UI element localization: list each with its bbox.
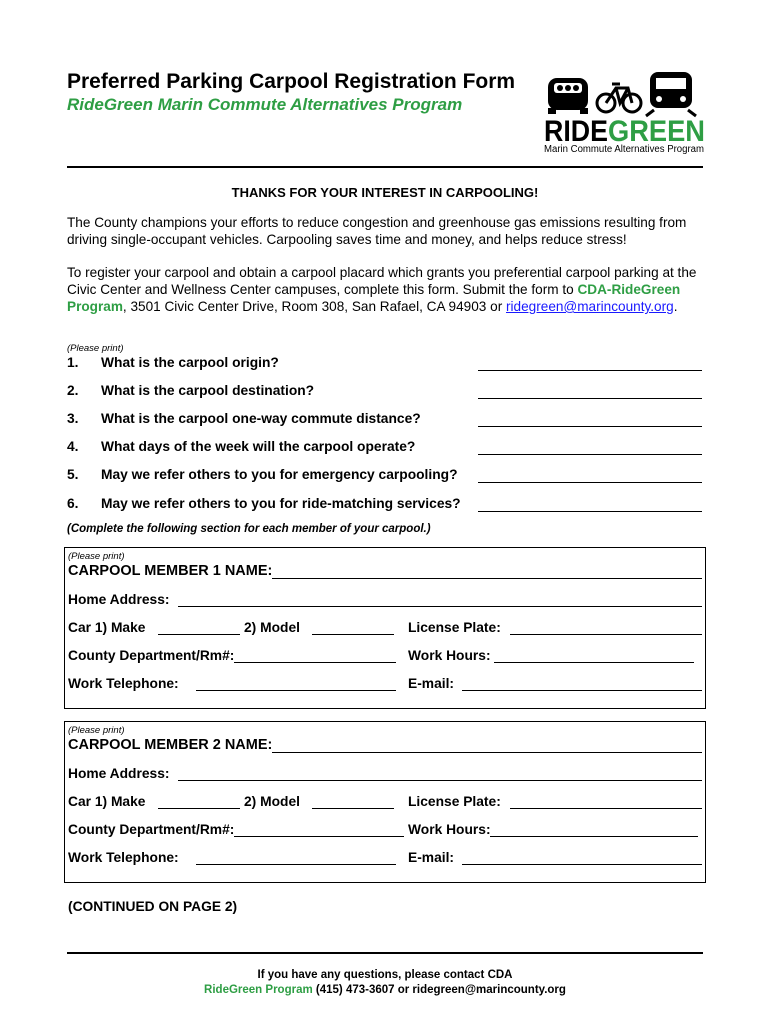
svg-text:RIDE: RIDE [544, 115, 608, 148]
work-hours-label: Work Hours: [408, 822, 491, 837]
work-hours-label: Work Hours: [408, 648, 491, 663]
email-label: E-mail: [408, 850, 454, 865]
question-number: 6. [67, 496, 79, 511]
work-telephone-label: Work Telephone: [68, 676, 179, 691]
member-1-work-telephone-field[interactable] [196, 690, 396, 691]
member-2-county-department-field[interactable] [234, 836, 404, 837]
car-model-label: 2) Model [244, 794, 300, 809]
member-2-name-field[interactable] [272, 752, 702, 753]
member-2-email-field[interactable] [462, 864, 702, 865]
question-text: May we refer others to you for emergency carpooling? [101, 467, 458, 482]
member-1-car-make-field[interactable] [158, 634, 240, 635]
car-make-label: Car 1) Make [68, 620, 146, 635]
please-print-note: (Please print) [68, 725, 125, 736]
question-number: 3. [67, 411, 79, 426]
question-number: 5. [67, 467, 79, 482]
footer-contact-line-1: If you have any questions, please contact CDA [257, 969, 513, 981]
member-1-email-field[interactable] [462, 690, 702, 691]
member-1-work-hours-field[interactable] [494, 662, 694, 663]
form-title: Preferred Parking Carpool Registration Form [67, 70, 516, 93]
member-name-label: CARPOOL MEMBER 1 NAME: [68, 563, 273, 579]
county-department-label: County Department/Rm#: [68, 648, 235, 663]
license-plate-label: License Plate: [408, 620, 501, 635]
member-1-license-plate-field[interactable] [510, 634, 702, 635]
question-number: 1. [67, 355, 79, 370]
question-number: 2. [67, 383, 79, 398]
email-label: E-mail: [408, 676, 454, 691]
please-print-note: (Please print) [68, 551, 125, 562]
license-plate-label: License Plate: [408, 794, 501, 809]
member-2-license-plate-field[interactable] [510, 808, 702, 809]
footer-contact-line-2: RideGreen Program (415) 473-3607 or ridegreen@marincounty.org [204, 984, 566, 996]
member-1-name-field[interactable] [272, 578, 702, 579]
member-name-label: CARPOOL MEMBER 2 NAME: [68, 737, 273, 753]
question-text: What is the carpool destination? [101, 383, 315, 398]
member-2-car-model-field[interactable] [312, 808, 394, 809]
car-make-label: Car 1) Make [68, 794, 146, 809]
bicycle-icon [597, 84, 641, 112]
car-model-label: 2) Model [244, 620, 300, 635]
intro-paragraph-2: To register your carpool and obtain a carpool placard which grants you preferential carpool parking at the Civic Center and Wellness Center campuses, complete this form. Submit the form to CDA-RideGreen Program, 3501 Civic Center Drive, Room 308, San Rafael, CA 94903 or ridegreen@marincounty.org. [67, 265, 697, 314]
answer-field-origin[interactable] [478, 370, 702, 371]
work-telephone-label: Work Telephone: [68, 850, 179, 865]
member-1-home-address-field[interactable] [178, 606, 702, 607]
member-section-note: (Complete the following section for each member of your carpool.) [67, 523, 431, 535]
answer-field-destination[interactable] [478, 398, 702, 399]
train-icon [646, 72, 696, 116]
intro-heading: THANKS FOR YOUR INTEREST IN CARPOOLING! [231, 185, 539, 200]
member-1-county-department-field[interactable] [234, 662, 396, 663]
member-2-car-make-field[interactable] [158, 808, 240, 809]
member-1-car-model-field[interactable] [312, 634, 394, 635]
question-text: What is the carpool origin? [101, 355, 279, 370]
county-department-label: County Department/Rm#: [68, 822, 235, 837]
answer-field-ride-matching[interactable] [478, 511, 702, 512]
car-icon [548, 78, 588, 114]
footer-divider [67, 952, 703, 954]
please-print-note: (Please print) [67, 343, 124, 354]
member-2-work-telephone-field[interactable] [196, 864, 396, 865]
question-text: May we refer others to you for ride-matching services? [101, 496, 461, 511]
intro-paragraph-1: The County champions your efforts to reduce congestion and greenhouse gas emissions resulting from driving single-occupant vehicles. Carpooling saves time and money, and helps reduce stress! [67, 215, 687, 247]
svg-text:Marin Commute Alternatives Pro: Marin Commute Alternatives Program [544, 144, 704, 155]
answer-field-days[interactable] [478, 454, 702, 455]
question-number: 4. [67, 439, 79, 454]
svg-text:GREEN: GREEN [608, 115, 705, 148]
form-subtitle: RideGreen Marin Commute Alternatives Program [67, 95, 463, 114]
answer-field-emergency[interactable] [478, 482, 702, 483]
header-divider [67, 166, 703, 168]
home-address-label: Home Address: [68, 766, 170, 781]
email-link[interactable]: ridegreen@marincounty.org [506, 299, 674, 314]
ridegreen-logo [540, 70, 710, 155]
question-text: What is the carpool one-way commute distance? [101, 411, 421, 426]
continued-note: (CONTINUED ON PAGE 2) [68, 899, 238, 914]
home-address-label: Home Address: [68, 592, 170, 607]
question-text: What days of the week will the carpool operate? [101, 439, 416, 454]
answer-field-distance[interactable] [478, 426, 702, 427]
member-2-work-hours-field[interactable] [490, 836, 698, 837]
member-2-home-address-field[interactable] [178, 780, 702, 781]
